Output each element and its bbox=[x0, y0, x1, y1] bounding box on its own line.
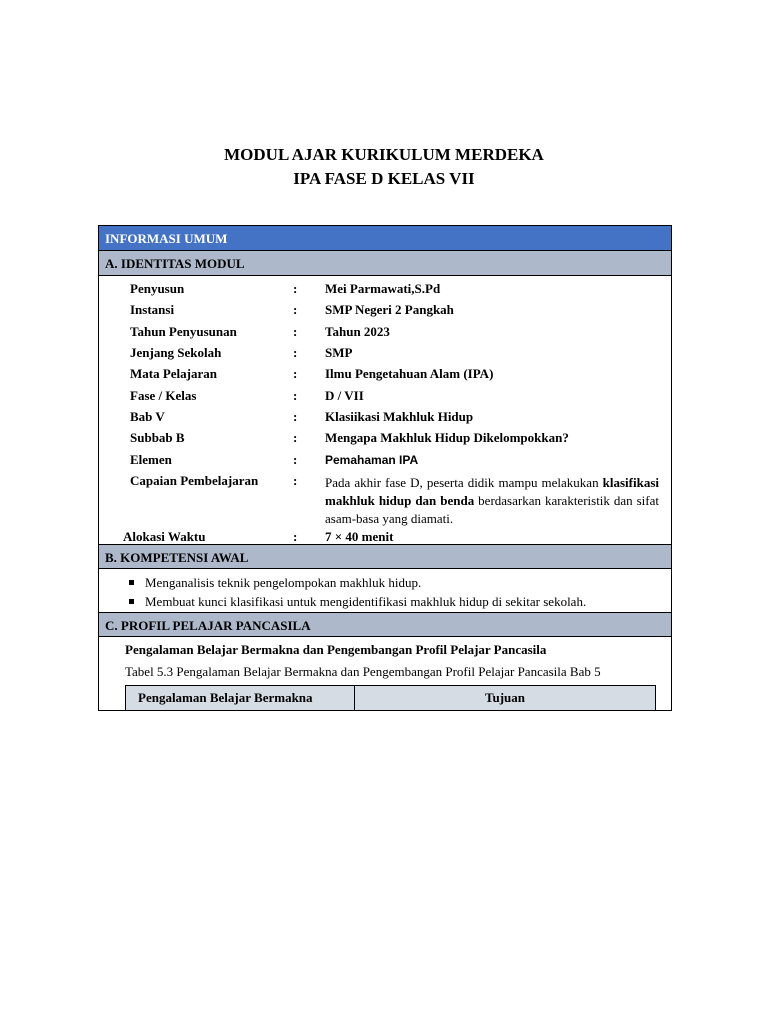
section-kompetensi-awal: B. KOMPETENSI AWAL bbox=[99, 544, 671, 569]
row-colon: : bbox=[293, 430, 298, 445]
row-value: SMP bbox=[325, 345, 353, 360]
row-colon: : bbox=[293, 388, 298, 403]
section-identitas-modul: A. IDENTITAS MODUL bbox=[99, 251, 671, 276]
row-colon: : bbox=[293, 281, 298, 296]
info-table bbox=[98, 225, 672, 711]
list-item bbox=[127, 592, 586, 611]
header-tujuan: Tujuan bbox=[485, 690, 525, 705]
row-label: Penyusun bbox=[130, 281, 185, 296]
capaian-text bbox=[325, 474, 659, 528]
list-item bbox=[127, 573, 586, 592]
row-value: Mengapa Makhluk Hidup Dikelompokkan? bbox=[325, 430, 569, 445]
capaian-label: Capaian Pembelajaran bbox=[130, 473, 259, 488]
row-colon: : bbox=[293, 302, 298, 317]
row-label: Fase / Kelas bbox=[130, 388, 197, 403]
document-title bbox=[0, 143, 768, 191]
row-label: Subbab B bbox=[130, 430, 185, 445]
header-pengalaman: Pengalaman Belajar Bermakna bbox=[126, 686, 355, 710]
row-colon: : bbox=[293, 409, 298, 424]
title-line-2: IPA FASE D KELAS VII bbox=[293, 169, 475, 188]
row-colon: : bbox=[293, 324, 298, 339]
alokasi-value: 7 × 40 menit bbox=[325, 529, 394, 544]
row-label: Instansi bbox=[130, 302, 175, 317]
row-value: Klasiikasi Makhluk Hidup bbox=[325, 409, 474, 424]
capaian-text-pre: Pada akhir fase D, peserta didik mampu melakukan bbox=[325, 475, 603, 490]
bullet-icon bbox=[129, 599, 134, 604]
capaian-colon: : bbox=[293, 473, 298, 488]
row-value: Pemahaman IPA bbox=[325, 453, 419, 467]
profil-subtitle: Pengalaman Belajar Bermakna dan Pengembangan Profil Pelajar Pancasila bbox=[125, 642, 547, 657]
title-line-1: MODUL AJAR KURIKULUM MERDEKA bbox=[224, 145, 544, 164]
row-value: Mei Parmawati,S.Pd bbox=[325, 281, 441, 296]
row-value: SMP Negeri 2 Pangkah bbox=[325, 302, 454, 317]
row-label: Bab V bbox=[130, 409, 165, 424]
row-label: Tahun Penyusunan bbox=[130, 324, 237, 339]
bullet-icon bbox=[129, 580, 134, 585]
list-item-text: Membuat kunci klasifikasi untuk mengidentifikasi makhluk hidup di sekitar sekolah. bbox=[145, 594, 587, 609]
row-colon: : bbox=[293, 452, 298, 467]
row-label: Mata Pelajaran bbox=[130, 366, 218, 381]
alokasi-colon: : bbox=[293, 529, 298, 544]
row-value: D / VII bbox=[325, 388, 364, 403]
row-value: Tahun 2023 bbox=[325, 324, 390, 339]
list-item-text: Menganalisis teknik pengelompokan makhluk hidup. bbox=[145, 575, 422, 590]
kompetensi-list bbox=[127, 573, 586, 611]
section-profil-pelajar: C. PROFIL PELAJAR PANCASILA bbox=[99, 612, 671, 637]
row-value: Ilmu Pengetahuan Alam (IPA) bbox=[325, 366, 494, 381]
capaian-text-post: berdasarkan karakteristik dan sifat asam-basa yang diamati. bbox=[325, 493, 659, 526]
row-colon: : bbox=[293, 366, 298, 381]
row-label: Elemen bbox=[130, 452, 172, 467]
capaian-text-bold: klasifikasi makhluk hidup dan benda bbox=[325, 475, 659, 508]
row-colon: : bbox=[293, 345, 298, 360]
section-informasi-umum: INFORMASI UMUM bbox=[99, 226, 671, 251]
row-label: Jenjang Sekolah bbox=[130, 345, 222, 360]
table-caption: Tabel 5.3 Pengalaman Belajar Bermakna dan Pengembangan Profil Pelajar Pancasila Bab 5 bbox=[125, 664, 601, 679]
alokasi-label: Alokasi Waktu bbox=[123, 529, 206, 544]
pengalaman-table-header bbox=[125, 685, 656, 711]
